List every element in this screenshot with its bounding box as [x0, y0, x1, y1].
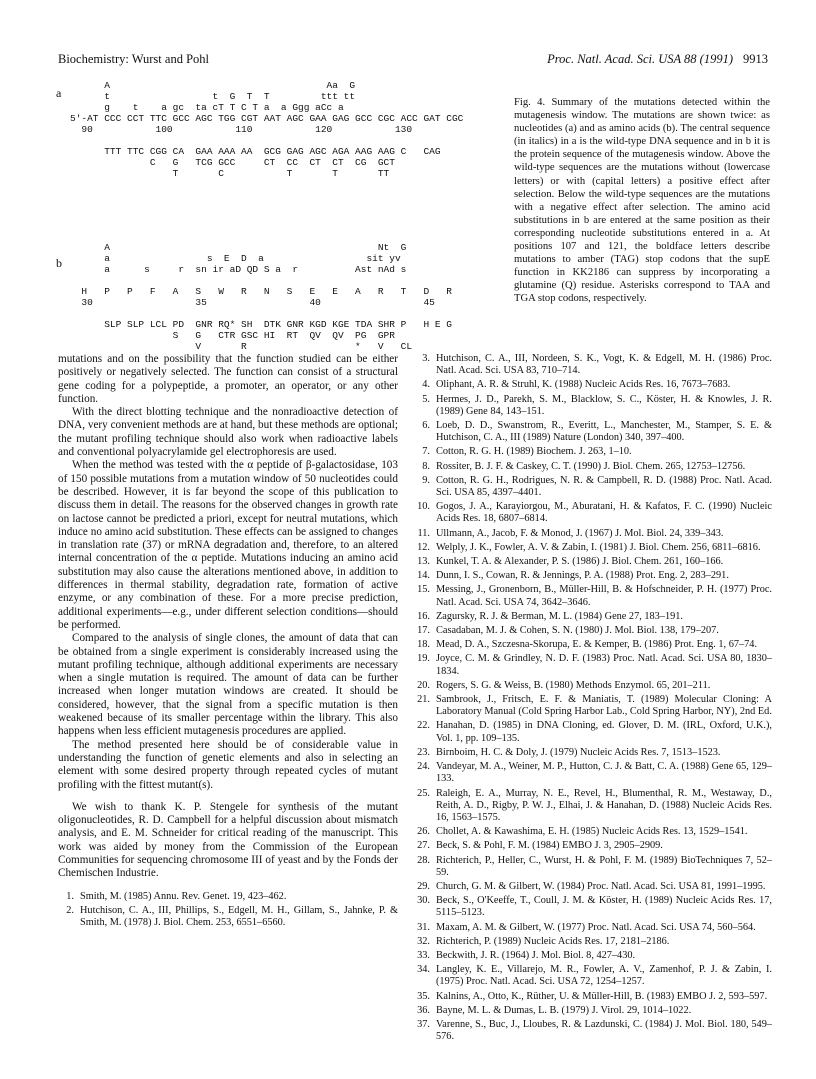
reference-item [414, 353, 772, 377]
reference-number: 11. [417, 527, 430, 539]
reference-text: Maxam, A. M. & Gilbert, W. (1977) Proc. Natl. Acad. Sci. USA 74, 560–564. [436, 921, 756, 933]
reference-item [414, 639, 772, 651]
reference-number: 25. [417, 787, 430, 799]
reference-text: Chollet, A. & Kawashima, E. H. (1985) Nucleic Acids Res. 13, 1529–1541. [436, 826, 748, 838]
reference-text: Beck, S. & Pohl, F. M. (1984) EMBO J. 3, 2905–2909. [436, 840, 663, 852]
reference-number: 34. [417, 964, 430, 976]
running-header-left: Biochemistry: Wurst and Pohl [58, 52, 209, 66]
reference-list-left [58, 891, 398, 930]
sequence-row: T C T T TT [70, 168, 390, 179]
reference-number: 33. [417, 949, 430, 961]
sequence-row: t t G T T ttt tt [70, 91, 356, 102]
reference-text: Varenne, S., Buc, J., Lloubes, R. & Lazdunski, C. (1984) J. Mol. Biol. 180, 549–576. [436, 1018, 772, 1043]
sequence-row: A Nt G [70, 242, 407, 253]
sequence-row: C G TCG GCC CT CC CT CT CG GCT [70, 157, 395, 168]
reference-text: Welply, J. K., Fowler, A. V. & Zabin, I. (1981) J. Biol. Chem. 256, 6811–6816. [436, 541, 761, 553]
reference-text: Cotton, R. G. H. (1989) Biochem. J. 263, 1–10. [436, 446, 632, 458]
sequence-row: 5'-AT CCC CCT TTC GCC AGC TGG CGT AAT AGC GAA GAG GCC CGC ACC GAT CGC [70, 113, 464, 124]
reference-item [414, 855, 772, 879]
reference-item [414, 611, 772, 623]
reference-text: Rogers, S. G. & Weiss, B. (1980) Methods Enzymol. 65, 201–211. [436, 679, 711, 691]
reference-item [414, 379, 772, 391]
reference-item [414, 881, 772, 893]
reference-item [414, 936, 772, 948]
reference-text: Beckwith, J. R. (1964) J. Mol. Biol. 8, 427–430. [436, 949, 636, 961]
reference-number: 19. [417, 653, 430, 665]
reference-text: Hanahan, D. (1985) in DNA Cloning, ed. Glover, D. M. (IRL, Oxford, U.K.), Vol. 1, pp. 109–135. [436, 720, 772, 744]
reference-number: 14. [417, 570, 430, 582]
reference-number: 7. [422, 446, 430, 458]
reference-item [414, 475, 772, 499]
reference-number: 32. [417, 935, 430, 947]
figure-caption: Fig. 4. Summary of the mutations detected within the mutagenesis window. The mutations are shown twice: as nucleotides (a) and as amino acids (b). The central sequence (in italics) in a is the wild-type DNA sequence and in b it is the protein sequence of the mutagenesis window. Above the wild-type sequences are the mutations without (lowercase letters) or with (capital letters) a positive effect after selection. Below the wild-type sequences are the mutations with a negative effect after selection. The amino acid substitutions in b are entered at the same position as their corresponding nucleotide substitutions entered in a. At positions 107 and 121, the boldface letters describe mutations to amber (TAG) stop codons that the supE function in KK2186 can suppress by incorporating a glutamine (Q) residue. Asterisks correspond to TAA and TGA stop codons, respectively. [514, 97, 770, 305]
reference-item [414, 964, 772, 988]
body-paragraph: mutations and on the possibility that the function studied can be either positively or negatively selected. The function can consist of a structural gene coding for a polypeptide, a promoter, an operator, or any other function. [58, 353, 398, 405]
sequence-row: 30 35 40 45 [70, 297, 435, 308]
reference-number: 16. [417, 610, 430, 622]
reference-item [414, 680, 772, 692]
sequence-row: a s r sn ir aD QD S a r Ast nAd s [70, 264, 407, 275]
reference-item [414, 653, 772, 677]
reference-number: 6. [422, 420, 430, 432]
reference-text: Hutchison, C. A., III, Phillips, S., Edgell, M. H., Gillam, S., Jahnke, P. & Smith, M. (1978) J. Biol. Chem. 253, 6551–6560. [80, 904, 398, 928]
reference-item [414, 501, 772, 525]
reference-number: 22. [417, 720, 430, 732]
reference-item [414, 922, 772, 934]
reference-item [414, 826, 772, 838]
reference-text: Kunkel, T. A. & Alexander, P. S. (1986) J. Biol. Chem. 261, 160–166. [436, 556, 724, 568]
reference-text: Church, G. M. & Gilbert, W. (1984) Proc. Natl. Acad. Sci. USA 81, 1991–1995. [436, 880, 766, 892]
reference-text: Casadaban, M. J. & Cohen, S. N. (1980) J. Mol. Biol. 138, 179–207. [436, 625, 719, 637]
reference-number: 15. [417, 584, 430, 596]
reference-number: 4. [422, 379, 430, 391]
reference-item [58, 891, 398, 903]
reference-number: 28. [417, 854, 430, 866]
sequence-row: V R * V CL [70, 341, 413, 352]
reference-text: Hermes, J. D., Parekh, S. M., Blacklow, S. C., Köster, H. & Knowles, J. R. (1989) Gene 84, 143–151. [436, 393, 772, 417]
reference-item [414, 625, 772, 637]
page-number: 9913 [743, 52, 768, 66]
reference-item [414, 991, 772, 1003]
sequence-row: SLP SLP LCL PD GNR RQ* SH DTK GNR KGD KGE TDA SHR P H E G [70, 319, 452, 330]
reference-number: 9. [422, 474, 430, 486]
sequence-row: A Aa G [70, 80, 356, 91]
reference-number: 5. [422, 393, 430, 405]
reference-text: Oliphant, A. R. & Struhl, K. (1988) Nucleic Acids Res. 16, 7673–7683. [436, 379, 731, 391]
reference-text: Bayne, M. L. & Dumas, L. B. (1979) J. Virol. 29, 1014–1022. [436, 1004, 692, 1016]
reference-text: Cotton, R. G. H., Rodrigues, N. R. & Campbell, R. D. (1988) Proc. Natl. Acad. Sci. USA 85, 4397–4401. [436, 474, 772, 499]
reference-number: 26. [417, 826, 430, 838]
panel-b-label: b [56, 256, 62, 270]
reference-number: 29. [417, 880, 430, 892]
reference-text: Birnboim, H. C. & Doly, J. (1979) Nucleic Acids Res. 7, 1513–1523. [436, 746, 721, 758]
reference-number: 31. [417, 921, 430, 933]
journal-citation: Proc. Natl. Acad. Sci. USA 88 (1991) [547, 52, 733, 66]
sequence-row: g t a gc ta cT T C T a a Ggg aCc a [70, 102, 344, 113]
reference-text: Joyce, C. M. & Grindley, N. D. F. (1983) Proc. Natl. Acad. Sci. USA 80, 1830–1834. [436, 653, 772, 677]
reference-number: 37. [417, 1018, 430, 1030]
reference-item [414, 788, 772, 825]
reference-item [414, 950, 772, 962]
reference-item [414, 761, 772, 785]
reference-item [414, 542, 772, 554]
reference-number: 8. [422, 460, 430, 472]
reference-item [58, 905, 398, 929]
reference-text: Langley, K. E., Villarejo, M. R., Fowler, A. V., Zamenhof, P. J. & Zabin, I. (1975) Proc. Natl. Acad. Sci. USA 72, 1254–1257. [436, 964, 772, 988]
reference-text: Richterich, P., Heller, C., Wurst, H. & Pohl, F. M. (1989) BioTechniques 7, 52–59. [436, 854, 772, 878]
reference-item [414, 840, 772, 852]
reference-text: Ullmann, A., Jacob, F. & Monod, J. (1967) J. Mol. Biol. 24, 339–343. [436, 527, 724, 539]
reference-text: Rossiter, B. J. F. & Caskey, C. T. (1990) J. Biol. Chem. 265, 12753–12756. [436, 460, 746, 472]
reference-text: Mead, D. A., Szczesna-Skorupa, E. & Kemper, B. (1986) Prot. Eng. 1, 67–74. [436, 639, 758, 651]
left-column [58, 353, 398, 931]
reference-text: Loeb, D. D., Swanstrom, R., Everitt, L., Manchester, M., Stamper, S. E. & Hutchison, C. A., III (1989) Nature (London) 340, 397–400. [436, 420, 772, 444]
reference-text: Messing, J., Gronenborn, B., Müller-Hill, B. & Hofschneider, P. H. (1977) Proc. Natl. Acad. Sci. USA 74, 3642–3646. [436, 584, 772, 608]
reference-text: Dunn, I. S., Cowan, R. & Jennings, P. A. (1988) Prot. Eng. 2, 283–291. [436, 570, 729, 582]
reference-number: 27. [417, 840, 430, 852]
reference-item [414, 1019, 772, 1043]
body-paragraph: Compared to the analysis of single clones, the amount of data that can be obtained from a single experiment is considerably increased using the mutant profiling technique, although additional experiments are necessary when a single mutation is required. The amount of data can be further increased when longer mutation windows are created. It should be considered, however, that the signal from a specific mutation is then weakened because of its smaller percentage within the library. This also happens when less efficient mutagenesis procedures are applied. [58, 632, 398, 738]
reference-item [414, 461, 772, 473]
reference-text: Smith, M. (1985) Annu. Rev. Genet. 19, 423–462. [80, 890, 287, 902]
reference-number: 20. [417, 679, 430, 691]
reference-number: 36. [417, 1004, 430, 1016]
reference-item [414, 747, 772, 759]
reference-text: Vandeyar, M. A., Weiner, M. P., Hutton, C. J. & Batt, C. A. (1988) Gene 65, 129–133. [436, 761, 772, 785]
reference-list-right [414, 353, 772, 1043]
sequence-row: H P P F A S W R N S E E A R T D R [70, 286, 452, 297]
body-paragraph: The method presented here should be of considerable value in understanding the function of genetic elements and also in selecting an element with some desired property through repeated cycles of mutant profiling with the fittest mutant(s). [58, 738, 398, 791]
reference-number: 21. [417, 694, 430, 706]
reference-text: Raleigh, E. A., Murray, N. E., Revel, H., Blumenthal, R. M., Westaway, D., Reith, A. D., Rigby, P. W. J., Elhai, J. & Hanahan, D. (1988) Nucleic Acids Res. 16, 1563–1575. [436, 787, 772, 823]
reference-text: Zagursky, R. J. & Berman, M. L. (1984) Gene 27, 183–191. [436, 610, 683, 622]
reference-number: 24. [417, 761, 430, 773]
acknowledgment: We wish to thank K. P. Stengele for synthesis of the mutant oligonucleotides, R. D. Campbell for a helpful discussion about mismatch analysis, and E. M. Schneider for critical reading of the manuscript. This work was aided by money from the Commission of the European Communities for sequencing chromosome III of yeast and by the Fonds der Chemischen Industrie. [58, 800, 398, 880]
reference-number: 17. [417, 625, 430, 637]
reference-text: Gogos, J. A., Karayiorgou, M., Aburatani, H. & Kafatos, F. C. (1990) Nucleic Acids Res. 18, 6807–6814. [436, 501, 772, 525]
panel-a-label: a [56, 86, 62, 100]
right-column [414, 353, 772, 1045]
reference-item [414, 556, 772, 568]
reference-item [414, 1005, 772, 1017]
reference-item [414, 528, 772, 540]
reference-number: 18. [417, 639, 430, 651]
reference-number: 3. [422, 353, 430, 364]
sequence-row: S G CTR GSC HI RT QV QV PG GPR [70, 330, 395, 341]
sequence-row: 90 100 110 120 130 [70, 124, 413, 135]
sequence-row: TTT TTC CGG CA GAA AAA AA GCG GAG AGC AGA AAG AAG C CAG [70, 146, 441, 157]
reference-number: 35. [417, 990, 430, 1002]
body-paragraph: When the method was tested with the α peptide of β-galactosidase, 103 of 150 possible mutations from a mutation window of 50 nucleotides could be described. However, it is far beyond the scope of this publication to discuss them in detail. The reasons for the observed changes in growth rate on lactose cannot be predicted a priori, except for neutral mutations, which induce no amino acid substitution. These effects can be assigned to changes in translation rate (37) or mRNA degradation and, therefore, to an altered internal concentration of the α peptide. Mutations inducing an amino acid substitution may also cause the alterations mentioned above, in addition to differences in thermal stability, degradation rate, formation of active enzyme, or any combination of these. For a more precise prediction, additional experiments—e.g., under different selection conditions—should be performed. [58, 459, 398, 631]
reference-number: 10. [417, 501, 430, 513]
reference-text: Kalnins, A., Otto, K., Rüther, U. & Müller-Hill, B. (1983) EMBO J. 2, 593–597. [436, 990, 768, 1002]
reference-text: Richterich, P. (1989) Nucleic Acids Res. 17, 2181–2186. [436, 935, 670, 947]
running-header-right [547, 52, 768, 67]
reference-item [414, 420, 772, 444]
body-paragraph: With the direct blotting technique and the nonradioactive detection of DNA, very convenient methods are at hand, but these methods are optional; the mutant profiling technique should also work when radioactive labels and conventional polyacrylamide gel electrophoresis are used. [58, 406, 398, 459]
reference-number: 23. [417, 746, 430, 758]
reference-number: 13. [417, 556, 430, 568]
reference-number: 2. [66, 904, 74, 916]
reference-item [414, 720, 772, 744]
reference-item [414, 570, 772, 582]
reference-number: 30. [417, 895, 430, 907]
reference-text: Beck, S., O'Keeffe, T., Coull, J. M. & Köster, H. (1989) Nucleic Acids Res. 17, 5115–5123. [436, 895, 772, 919]
reference-item [414, 895, 772, 919]
reference-number: 12. [417, 541, 430, 553]
reference-text: Sambrook, J., Fritsch, E. F. & Maniatis, T. (1989) Molecular Cloning: A Laboratory Manual (Cold Spring Harbor Lab., Cold Spring Harbor, NY), 2nd Ed. [436, 694, 772, 718]
reference-text: Hutchison, C. A., III, Nordeen, S. K., Vogt, K. & Edgell, M. H. (1986) Proc. Natl. Acad. Sci. USA 83, 710–714. [436, 353, 772, 377]
reference-number: 1. [66, 890, 74, 902]
sequence-row: a s E D a sit yv [70, 253, 401, 264]
figure-4 [56, 80, 502, 352]
reference-item [414, 694, 772, 718]
reference-item [414, 446, 772, 458]
reference-item [414, 584, 772, 608]
reference-item [414, 394, 772, 418]
